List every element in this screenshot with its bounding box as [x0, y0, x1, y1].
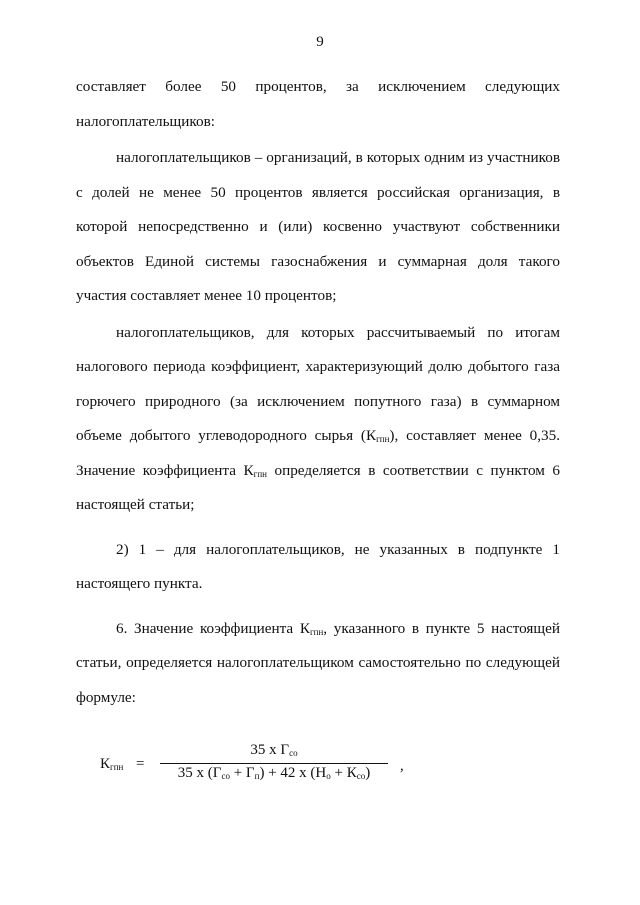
den-b-sub: п	[254, 771, 260, 781]
paragraph-0-line-1: составляет более 50 процентов, за исключением следующих	[76, 78, 560, 95]
den-d-sub: со	[356, 771, 366, 781]
paragraph-2	[76, 316, 560, 523]
formula-comma: ,	[400, 758, 404, 774]
paragraph-4	[76, 612, 560, 716]
den-c-sub: о	[326, 771, 331, 781]
paragraph-4-part-1: 6. Значение коэффициента К	[116, 619, 310, 637]
formula-lhs-letter: К	[100, 756, 111, 772]
formula-lhs-sub: гпн	[110, 762, 124, 772]
formula-equals: =	[136, 756, 145, 772]
den-c: ) + 42 х (Н	[259, 765, 327, 781]
page-number: 9	[316, 34, 324, 50]
paragraph-4-sub-1: гпн	[309, 626, 324, 637]
formula-num-text: 35 х Г	[250, 742, 290, 758]
formula-lhs	[100, 756, 123, 773]
den-b: + Г	[229, 765, 255, 781]
den-a: 35 х (Г	[177, 765, 222, 781]
formula	[100, 742, 500, 796]
den-e: )	[365, 765, 371, 781]
paragraph-4-part-2: , указанного в пункте 5 настоящей статьи, определяется налогоплательщиком самостоятельно по следующей формуле:	[76, 619, 560, 706]
formula-denominator	[160, 765, 388, 782]
formula-num-sub: со	[289, 748, 298, 758]
paragraph-2-part-2: ), составляет менее 0,35. Значение коэффициента К	[76, 427, 561, 479]
paragraph-2-part-1: налогоплательщиков, для которых рассчитываемый по итогам налогового периода коэффициент, характеризующий долю добытого газа горючего природного (за исключением попутного газа) в суммарном объеме добытого углеводородного сырья (К	[76, 323, 560, 444]
den-a-sub: со	[221, 771, 230, 781]
den-d: + К	[330, 765, 357, 781]
fraction-bar	[160, 763, 388, 764]
paragraph-0-line-2: налогоплательщиков:	[76, 112, 215, 130]
paragraph-2-sub-2: гпн	[253, 468, 267, 479]
paragraph-2-part-3: определяется в соответствии с пунктом 6 настоящей статьи;	[76, 461, 560, 513]
paragraph-3: 2) 1 – для налогоплательщиков, не указанных в подпункте 1 настоящего пункта.	[76, 540, 560, 592]
body-text	[76, 70, 560, 715]
paragraph-1: налогоплательщиков – организаций, в которых одним из участников с долей не менее 50 процентов является российская организация, в которой непосредственно и (или) косвенно участвуют собственники объектов Единой системы газоснабжения и суммарная доля такого участия составляет менее 10 процентов;	[76, 149, 560, 304]
paragraph-2-sub-1: гпн	[376, 434, 390, 444]
formula-numerator	[160, 742, 388, 759]
